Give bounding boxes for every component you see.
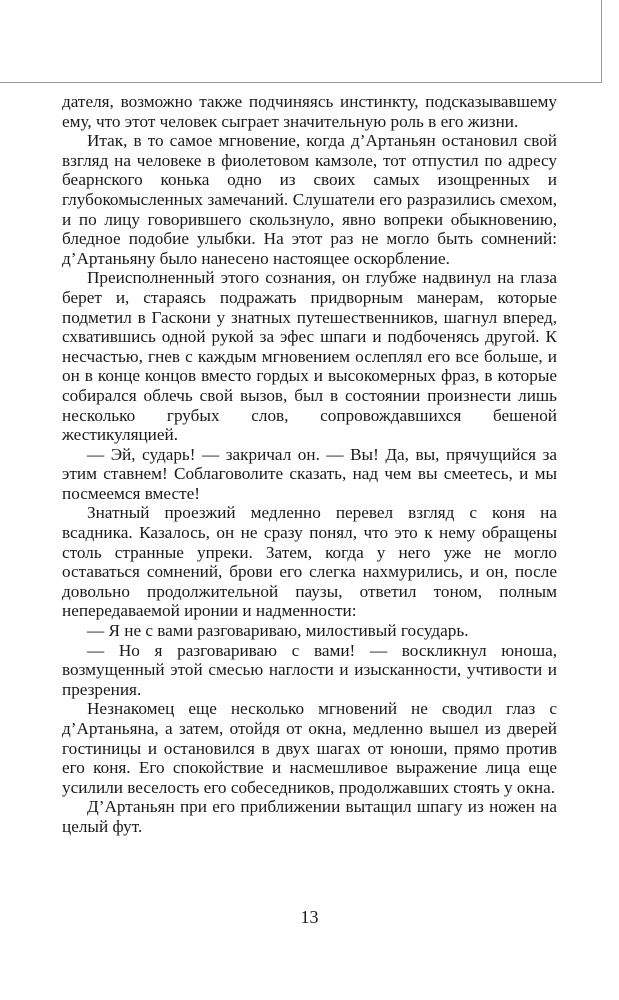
- body-text: [62, 92, 557, 837]
- paragraph-8: Незнакомец еще несколько мгновений не сводил глаз с д’Артаньяна, а затем, отойдя от окна, медленно вышел из дверей гостиницы и остановился в двух шагах от юноши, прямо против его коня. Его спокойствие и насмешливое выражение лица еще усилили веселость его собеседников, продолжавших стоять у окна.: [62, 699, 557, 797]
- paragraph-4-dialogue: — Эй, сударь! — закричал он. — Вы! Да, вы, прячущийся за этим ставнем! Соблаговолите сказать, над чем вы смеетесь, и мы посмеемся вместе!: [62, 444, 557, 503]
- page-number: 13: [300, 907, 319, 927]
- paragraph-9: Д’Артаньян при его приближении вытащил шпагу из ножен на целый фут.: [62, 797, 557, 836]
- paragraph-7-dialogue: — Но я разговариваю с вами! — воскликнул юноша, возмущенный этой смесью наглости и изысканности, учтивости и презрения.: [62, 640, 557, 699]
- paragraph-5: Знатный проезжий медленно перевел взгляд с коня на всадника. Казалось, он не сразу понял, что это к нему обращены столь странные упреки. Затем, когда у него уже не могло оставаться сомнений, брови его слегка нахмурились, и он, после довольно продолжительной паузы, ответил тоном, полным непередаваемой иронии и надменности:: [62, 503, 557, 621]
- paragraph-1: дателя, возможно также подчиняясь инстинкту, подсказывавшему ему, что этот человек сыграет значительную роль в его жизни.: [62, 92, 557, 131]
- paragraph-3: Преисполненный этого сознания, он глубже надвинул на глаза берет и, стараясь подражать придворным манерам, которые подметил в Гаскони у знатных путешественников, шагнул вперед, схватившись одной рукой за эфес шпаги и подбоченясь другой. К несчастью, гнев с каждым мгновением ослеплял его все больше, и он в конце концов вместо гордых и высокомерных фраз, в которые собирался облечь свой вызов, был в состоянии произнести лишь несколько грубых слов, сопровождавшихся бешеной жестикуляцией.: [62, 268, 557, 445]
- header-rule: [0, 82, 601, 83]
- paragraph-2: Итак, в то самое мгновение, когда д’Артаньян остановил свой взгляд на человеке в фиолетовом камзоле, тот отпустил по адресу беарнского конька одно из своих самых изощренных и глубокомысленных замечаний. Слушатели его разразились смехом, и по лицу говорившего скользнуло, явно вопреки обыкновению, бледное подобие улыбки. На этот раз не могло быть сомнений: д’Артаньяну было нанесено настоящее оскорбление.: [62, 131, 557, 268]
- page-edge-rule: [601, 0, 602, 83]
- paragraph-6-dialogue: — Я не с вами разговариваю, милостивый государь.: [87, 621, 469, 641]
